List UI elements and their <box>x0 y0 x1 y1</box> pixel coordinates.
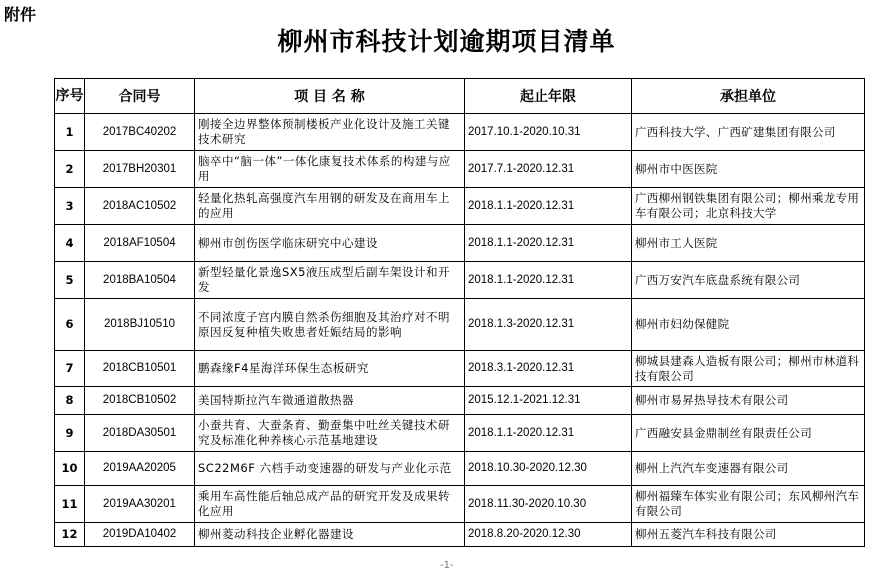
row-seq: 4 <box>55 225 85 262</box>
row-project-name: 脑卒中“脑一体”一体化康复技术体系的构建与应用 <box>195 151 465 188</box>
table-row <box>55 299 865 351</box>
row-contract: 2018BA10504 <box>85 262 195 299</box>
row-period: 2015.12.1-2021.12.31 <box>465 387 632 415</box>
row-unit: 柳州上汽汽车变速器有限公司 <box>632 452 865 486</box>
table-row <box>55 262 865 299</box>
row-period: 2017.7.1-2020.12.31 <box>465 151 632 188</box>
row-period: 2017.10.1-2020.10.31 <box>465 114 632 151</box>
table-row <box>55 415 865 452</box>
row-period: 2018.1.1-2020.12.31 <box>465 262 632 299</box>
header-contract: 合同号 <box>85 79 195 114</box>
row-unit: 柳州五菱汽车科技有限公司 <box>632 523 865 547</box>
row-unit: 广西万安汽车底盘系统有限公司 <box>632 262 865 299</box>
row-project-name: 刚接全边界整体预制楼板产业化设计及施工关键技术研究 <box>195 114 465 151</box>
table-row <box>55 523 865 547</box>
row-contract: 2019AA30201 <box>85 486 195 523</box>
row-project-name: 小蚕共育、大蚕条育、勤蚕集中吐丝关键技术研究及标准化种养核心示范基地建设 <box>195 415 465 452</box>
row-project-name: 鹏森缘F4星海洋环保生态板研究 <box>195 351 465 387</box>
row-project-name: 不同浓度子宫内膜自然杀伤细胞及其治疗对不明原因反复种植失败患者妊娠结局的影响 <box>195 299 465 351</box>
row-seq: 8 <box>55 387 85 415</box>
row-seq: 2 <box>55 151 85 188</box>
page-number: -1- <box>440 560 454 571</box>
attachment-label: 附件 <box>4 5 37 24</box>
row-unit: 柳州市妇幼保健院 <box>632 299 865 351</box>
row-project-name: 美国特斯拉汽车微通道散热器 <box>195 387 465 415</box>
row-seq: 11 <box>55 486 85 523</box>
row-contract: 2018AC10502 <box>85 188 195 225</box>
row-unit: 柳州市中医医院 <box>632 151 865 188</box>
table-row <box>55 486 865 523</box>
row-unit: 柳城县建森人造板有限公司；柳州市林道科技有限公司 <box>632 351 865 387</box>
row-period: 2018.1.1-2020.12.31 <box>465 225 632 262</box>
row-project-name: 柳州市创伤医学临床研究中心建设 <box>195 225 465 262</box>
table-row <box>55 188 865 225</box>
row-period: 2018.1.3-2020.12.31 <box>465 299 632 351</box>
row-unit: 广西柳州钢铁集团有限公司；柳州乘龙专用车有限公司；北京科技大学 <box>632 188 865 225</box>
row-period: 2018.1.1-2020.12.31 <box>465 188 632 225</box>
row-contract: 2018BJ10510 <box>85 299 195 351</box>
row-seq: 3 <box>55 188 85 225</box>
row-period: 2018.10.30-2020.12.30 <box>465 452 632 486</box>
row-contract: 2019DA10402 <box>85 523 195 547</box>
row-unit: 柳州福臻车体实业有限公司；东风柳州汽车有限公司 <box>632 486 865 523</box>
row-project-name: 轻量化热轧高强度汽车用钢的研发及在商用车上的应用 <box>195 188 465 225</box>
table-row <box>55 225 865 262</box>
row-unit: 广西科技大学、广西矿建集团有限公司 <box>632 114 865 151</box>
row-period: 2018.11.30-2020.10.30 <box>465 486 632 523</box>
overdue-projects-table <box>54 78 865 547</box>
row-contract: 2017BH20301 <box>85 151 195 188</box>
row-period: 2018.1.1-2020.12.31 <box>465 415 632 452</box>
row-contract: 2017BC40202 <box>85 114 195 151</box>
row-project-name: 柳州菱动科技企业孵化器建设 <box>195 523 465 547</box>
row-project-name: 新型轻量化景逸SX5液压成型后副车架设计和开发 <box>195 262 465 299</box>
header-unit: 承担单位 <box>632 79 865 114</box>
row-seq: 5 <box>55 262 85 299</box>
table-row <box>55 452 865 486</box>
row-contract: 2019AA20205 <box>85 452 195 486</box>
row-period: 2018.8.20-2020.12.30 <box>465 523 632 547</box>
row-contract: 2018CB10502 <box>85 387 195 415</box>
row-project-name: SC22M6F 六档手动变速器的研发与产业化示范 <box>195 452 465 486</box>
row-unit: 广西融安县金鼎制丝有限责任公司 <box>632 415 865 452</box>
table-row <box>55 151 865 188</box>
row-seq: 6 <box>55 299 85 351</box>
row-period: 2018.3.1-2020.12.31 <box>465 351 632 387</box>
row-unit: 柳州市工人医院 <box>632 225 865 262</box>
row-seq: 12 <box>55 523 85 547</box>
row-project-name: 乘用车高性能后轴总成产品的研究开发及成果转化应用 <box>195 486 465 523</box>
table-row <box>55 351 865 387</box>
header-seq: 序号 <box>55 79 85 114</box>
row-contract: 2018DA30501 <box>85 415 195 452</box>
row-contract: 2018AF10504 <box>85 225 195 262</box>
row-seq: 9 <box>55 415 85 452</box>
row-seq: 10 <box>55 452 85 486</box>
page-title: 柳州市科技计划逾期项目清单 <box>277 27 616 56</box>
header-period: 起止年限 <box>465 79 632 114</box>
table-row <box>55 114 865 151</box>
row-contract: 2018CB10501 <box>85 351 195 387</box>
row-seq: 7 <box>55 351 85 387</box>
table-row <box>55 387 865 415</box>
row-unit: 柳州市易昇热导技术有限公司 <box>632 387 865 415</box>
row-seq: 1 <box>55 114 85 151</box>
table-header-row <box>55 79 865 114</box>
header-name: 项 目 名 称 <box>195 79 465 114</box>
